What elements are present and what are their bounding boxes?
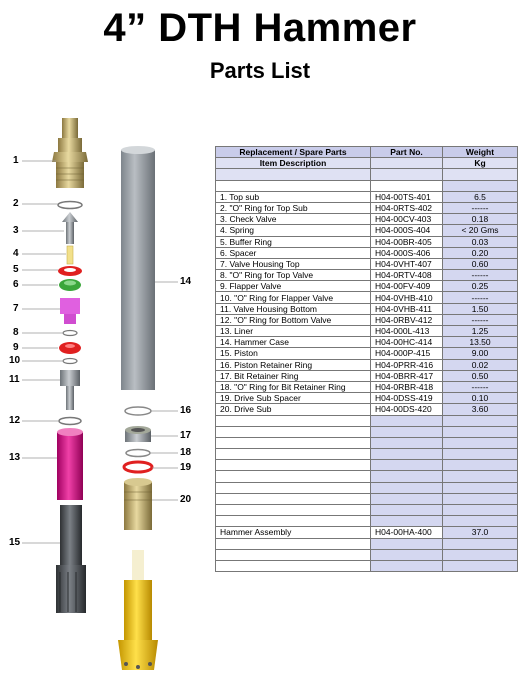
hammer-case-part bbox=[121, 146, 155, 390]
part-number bbox=[371, 437, 443, 448]
callout-15: 15 bbox=[9, 537, 21, 548]
item-description: 12. "O" Ring for Bottom Valve bbox=[216, 314, 371, 325]
callout-5: 5 bbox=[13, 264, 19, 275]
valve-housing-bottom-part bbox=[60, 370, 80, 410]
item-description: 11. Valve Housing Bottom bbox=[216, 303, 371, 314]
table-empty-row bbox=[216, 415, 518, 426]
header-part-no: Part No. bbox=[371, 147, 443, 158]
item-description bbox=[216, 482, 371, 493]
table-row bbox=[216, 359, 518, 370]
part-number: H04-00CV-403 bbox=[371, 214, 443, 225]
weight-value bbox=[443, 437, 518, 448]
part-number: H04-0PRR-416 bbox=[371, 359, 443, 370]
table-body bbox=[216, 169, 518, 572]
table-row bbox=[216, 326, 518, 337]
o-ring-top-sub bbox=[58, 202, 82, 209]
weight-value bbox=[443, 538, 518, 549]
weight-value bbox=[443, 560, 518, 571]
item-description bbox=[216, 505, 371, 516]
item-description: Hammer Assembly bbox=[216, 527, 371, 538]
weight-value bbox=[443, 449, 518, 460]
table-blank-row bbox=[216, 169, 518, 180]
part-number: H04-0RTS-402 bbox=[371, 202, 443, 213]
table-subheader-row bbox=[216, 158, 518, 169]
spring-part bbox=[67, 246, 73, 264]
item-description: 13. Liner bbox=[216, 326, 371, 337]
part-number bbox=[371, 449, 443, 460]
piston-part bbox=[56, 505, 86, 613]
callout-1: 1 bbox=[13, 155, 19, 166]
part-number bbox=[371, 426, 443, 437]
table-row bbox=[216, 247, 518, 258]
callout-7: 7 bbox=[13, 303, 19, 314]
weight-value bbox=[443, 482, 518, 493]
part-number bbox=[371, 493, 443, 504]
callout-16: 16 bbox=[180, 405, 192, 416]
bit-retainer-ring-part bbox=[125, 426, 151, 442]
part-number: H04-00FV-409 bbox=[371, 281, 443, 292]
callout-13: 13 bbox=[9, 452, 21, 463]
part-number: H04-00DS-420 bbox=[371, 404, 443, 415]
part-number bbox=[371, 549, 443, 560]
header-blank bbox=[371, 158, 443, 169]
table-empty-row bbox=[216, 538, 518, 549]
item-description: 16. Piston Retainer Ring bbox=[216, 359, 371, 370]
part-number: H04-0VHT-407 bbox=[371, 258, 443, 269]
weight-value: 0.03 bbox=[443, 236, 518, 247]
weight-value bbox=[443, 505, 518, 516]
weight-value: 6.5 bbox=[443, 191, 518, 202]
item-description: 15. Piston bbox=[216, 348, 371, 359]
table-row bbox=[216, 236, 518, 247]
part-number bbox=[371, 415, 443, 426]
weight-value bbox=[443, 516, 518, 527]
table-empty-row bbox=[216, 560, 518, 571]
part-number: H04-000S-406 bbox=[371, 247, 443, 258]
callout-2: 2 bbox=[13, 198, 19, 209]
table-empty-row bbox=[216, 549, 518, 560]
callout-3: 3 bbox=[13, 225, 19, 236]
table-blank-row bbox=[216, 180, 518, 191]
part-number: H04-00TS-401 bbox=[371, 191, 443, 202]
weight-value bbox=[443, 549, 518, 560]
callout-12: 12 bbox=[9, 415, 21, 426]
table-row bbox=[216, 292, 518, 303]
callout-11: 11 bbox=[9, 374, 20, 385]
item-description bbox=[216, 426, 371, 437]
callout-19: 19 bbox=[180, 462, 192, 473]
item-description bbox=[216, 415, 371, 426]
item-description: 10. "O" Ring for Flapper Valve bbox=[216, 292, 371, 303]
item-description: 18. "O" Ring for Bit Retainer Ring bbox=[216, 381, 371, 392]
o-ring-bottom-valve bbox=[59, 418, 81, 425]
assembly-row bbox=[216, 527, 518, 538]
weight-value: 0.10 bbox=[443, 393, 518, 404]
item-description: 6. Spacer bbox=[216, 247, 371, 258]
table-row bbox=[216, 348, 518, 359]
item-description bbox=[216, 449, 371, 460]
table-row bbox=[216, 370, 518, 381]
table-empty-row bbox=[216, 460, 518, 471]
item-description: 14. Hammer Case bbox=[216, 337, 371, 348]
o-ring-flapper-valve bbox=[63, 359, 77, 364]
table-row bbox=[216, 281, 518, 292]
item-description: 8. "O" Ring for Top Valve bbox=[216, 270, 371, 281]
weight-value: 1.25 bbox=[443, 326, 518, 337]
o-ring-bit-retainer bbox=[126, 450, 150, 457]
drill-bit-part bbox=[118, 550, 158, 670]
weight-value: 1.50 bbox=[443, 303, 518, 314]
header-kg: Kg bbox=[443, 158, 518, 169]
item-description bbox=[216, 460, 371, 471]
weight-value: 0.25 bbox=[443, 281, 518, 292]
part-number bbox=[371, 538, 443, 549]
item-description bbox=[216, 437, 371, 448]
item-description: 1. Top sub bbox=[216, 191, 371, 202]
item-description bbox=[216, 471, 371, 482]
table-empty-row bbox=[216, 516, 518, 527]
weight-value: 13.50 bbox=[443, 337, 518, 348]
piston-retainer-ring-part bbox=[125, 407, 151, 415]
item-description: 20. Drive Sub bbox=[216, 404, 371, 415]
callout-10: 10 bbox=[9, 355, 21, 366]
item-description bbox=[216, 538, 371, 549]
part-number bbox=[371, 482, 443, 493]
weight-value: 0.60 bbox=[443, 258, 518, 269]
table-empty-row bbox=[216, 437, 518, 448]
table-row bbox=[216, 303, 518, 314]
table-row bbox=[216, 214, 518, 225]
item-description: 7. Valve Housing Top bbox=[216, 258, 371, 269]
callout-9: 9 bbox=[13, 342, 19, 353]
part-number: H04-00HA-400 bbox=[371, 527, 443, 538]
parts-drawing bbox=[0, 100, 215, 700]
callout-4: 4 bbox=[13, 248, 19, 259]
table-empty-row bbox=[216, 493, 518, 504]
table-empty-row bbox=[216, 449, 518, 460]
table-row bbox=[216, 404, 518, 415]
table-row bbox=[216, 258, 518, 269]
table-row bbox=[216, 337, 518, 348]
page-subtitle: Parts List bbox=[209, 58, 311, 83]
part-number bbox=[371, 460, 443, 471]
callout-20: 20 bbox=[180, 494, 192, 505]
weight-value: ------ bbox=[443, 381, 518, 392]
weight-value: 0.02 bbox=[443, 359, 518, 370]
valve-housing-top-part bbox=[60, 298, 80, 324]
callout-6: 6 bbox=[13, 279, 19, 290]
table-row bbox=[216, 270, 518, 281]
part-number: H04-0RBR-418 bbox=[371, 381, 443, 392]
item-description: 9. Flapper Valve bbox=[216, 281, 371, 292]
weight-value bbox=[443, 415, 518, 426]
part-number bbox=[371, 516, 443, 527]
part-number: H04-0BRR-417 bbox=[371, 370, 443, 381]
item-description: 3. Check Valve bbox=[216, 214, 371, 225]
table-row bbox=[216, 202, 518, 213]
item-description bbox=[216, 493, 371, 504]
header-weight: Weight bbox=[443, 147, 518, 158]
callout-14: 14 bbox=[180, 276, 192, 287]
drive-sub-part bbox=[124, 478, 152, 530]
part-number bbox=[371, 505, 443, 516]
item-description: 2. "O" Ring for Top Sub bbox=[216, 202, 371, 213]
weight-value: 37.0 bbox=[443, 527, 518, 538]
callout-18: 18 bbox=[180, 447, 192, 458]
part-number: H04-000L-413 bbox=[371, 326, 443, 337]
weight-value bbox=[443, 460, 518, 471]
header-replacement-parts: Replacement / Spare Parts bbox=[216, 147, 371, 158]
table-row bbox=[216, 191, 518, 202]
table-empty-row bbox=[216, 505, 518, 516]
weight-value: ------ bbox=[443, 270, 518, 281]
part-number: H04-0VHB-411 bbox=[371, 303, 443, 314]
item-description bbox=[216, 560, 371, 571]
weight-value: 0.20 bbox=[443, 247, 518, 258]
callout-17: 17 bbox=[180, 430, 192, 441]
weight-value bbox=[443, 426, 518, 437]
o-ring-top-valve bbox=[63, 331, 77, 336]
weight-value: 9.00 bbox=[443, 348, 518, 359]
table-row bbox=[216, 381, 518, 392]
weight-value: 0.18 bbox=[443, 214, 518, 225]
item-description: 17. Bit Retainer Ring bbox=[216, 370, 371, 381]
part-number bbox=[371, 560, 443, 571]
weight-value: ------ bbox=[443, 314, 518, 325]
weight-value: ------ bbox=[443, 292, 518, 303]
weight-value bbox=[443, 493, 518, 504]
table-header-row bbox=[216, 147, 518, 158]
part-number: H04-0RTV-408 bbox=[371, 270, 443, 281]
weight-value: 3.60 bbox=[443, 404, 518, 415]
item-description: 4. Spring bbox=[216, 225, 371, 236]
liner-part bbox=[57, 428, 83, 500]
weight-value: < 20 Gms bbox=[443, 225, 518, 236]
table-empty-row bbox=[216, 471, 518, 482]
item-description: 19. Drive Sub Spacer bbox=[216, 393, 371, 404]
part-number: H04-00HC-414 bbox=[371, 337, 443, 348]
top-sub-part bbox=[52, 118, 88, 188]
part-number: H04-0RBV-412 bbox=[371, 314, 443, 325]
part-number: H04-000S-404 bbox=[371, 225, 443, 236]
item-description bbox=[216, 516, 371, 527]
check-valve-part bbox=[62, 212, 78, 244]
header-item-description: Item Description bbox=[216, 158, 371, 169]
item-description: 5. Buffer Ring bbox=[216, 236, 371, 247]
table-row bbox=[216, 314, 518, 325]
table-empty-row bbox=[216, 426, 518, 437]
drive-sub-spacer-part bbox=[124, 462, 152, 472]
parts-diagram bbox=[0, 100, 215, 700]
callout-8: 8 bbox=[13, 327, 19, 338]
page-title: 4” DTH Hammer bbox=[103, 6, 417, 50]
weight-value: 0.50 bbox=[443, 370, 518, 381]
parts-table bbox=[215, 146, 518, 572]
part-number: H04-00BR-405 bbox=[371, 236, 443, 247]
weight-value bbox=[443, 471, 518, 482]
part-number: H04-0DSS-419 bbox=[371, 393, 443, 404]
table-row bbox=[216, 225, 518, 236]
table-empty-row bbox=[216, 482, 518, 493]
part-number bbox=[371, 471, 443, 482]
weight-value: ------ bbox=[443, 202, 518, 213]
part-number: H04-0VHB-410 bbox=[371, 292, 443, 303]
part-number: H04-000P-415 bbox=[371, 348, 443, 359]
item-description bbox=[216, 549, 371, 560]
table-row bbox=[216, 393, 518, 404]
